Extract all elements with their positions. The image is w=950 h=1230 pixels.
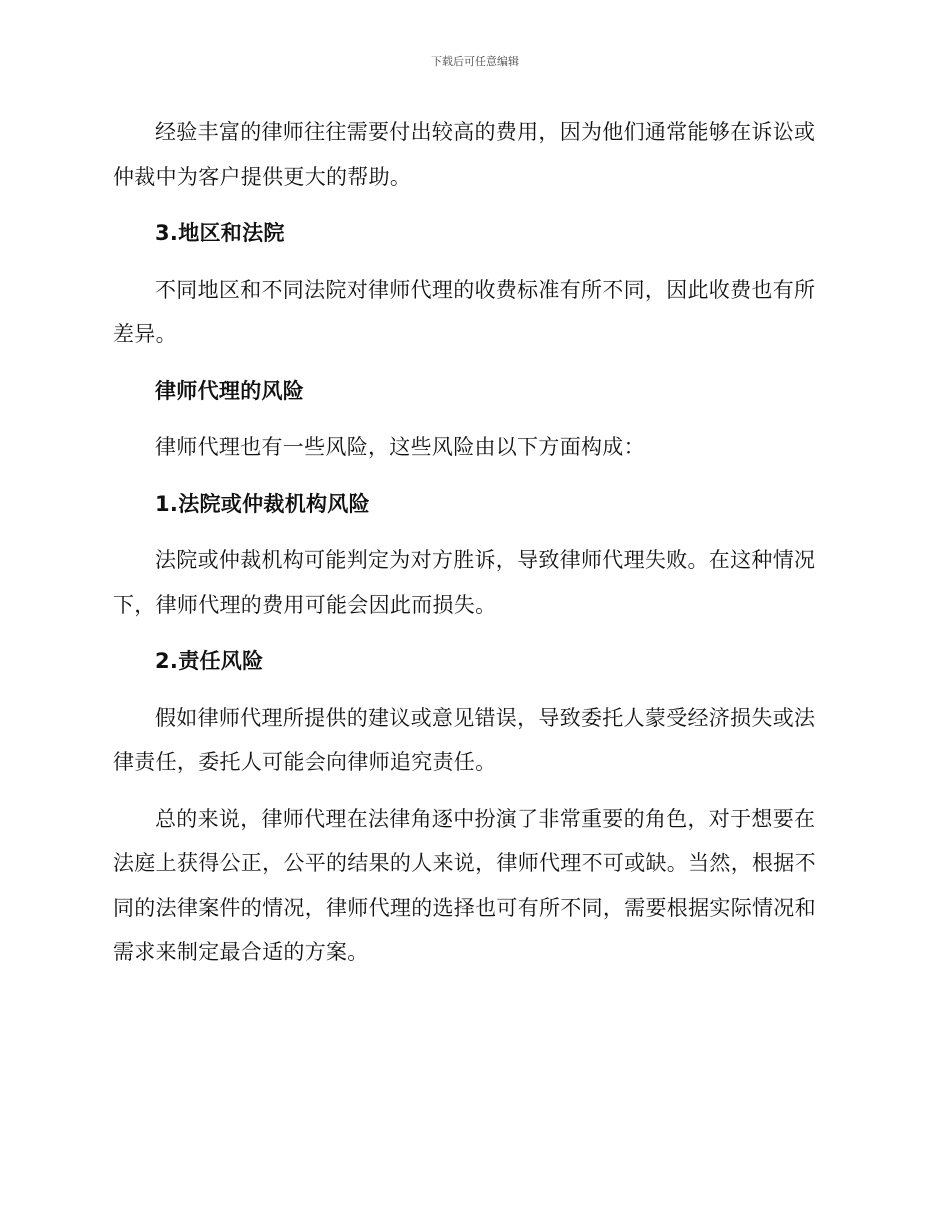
paragraph-region-court: 不同地区和不同法院对律师代理的收费标准有所不同，因此收费也有所差异。 (113, 277, 816, 346)
paragraph-court-arbitration-risk: 法院或仲裁机构可能判定为对方胜诉，导致律师代理失败。在这种情况下，律师代理的费用可能会因此而损失。 (113, 548, 816, 617)
paragraph-experience-fee: 经验丰富的律师往往需要付出较高的费用，因为他们通常能够在诉讼或仲裁中为客户提供更大的帮助。 (113, 120, 816, 189)
heading-agency-risk: 律师代理的风险 (155, 378, 305, 403)
paragraph-agency-risk-intro: 律师代理也有一些风险，这些风险由以下方面构成： (155, 435, 645, 459)
document-body (113, 110, 835, 987)
page-header: 下载后可任意编辑 (431, 55, 519, 68)
paragraph-liability-risk: 假如律师代理所提供的建议或意见错误，导致委托人蒙受经济损失或法律责任，委托人可能会向律师追究责任。 (113, 705, 816, 774)
paragraph-conclusion: 总的来说，律师代理在法律角逐中扮演了非常重要的角色，对于想要在法庭上获得公正，公平的结果的人来说，律师代理不可或缺。当然，根据不同的法律案件的情况，律师代理的选择也可有所不同，需要根据实际情况和需求来制定最合适的方案。 (113, 806, 816, 964)
heading-liability-risk: 2.责任风险 (155, 649, 264, 673)
heading-region-court: 3.地区和法院 (155, 221, 285, 245)
heading-court-arbitration-risk: 1.法院或仲裁机构风险 (155, 491, 370, 516)
